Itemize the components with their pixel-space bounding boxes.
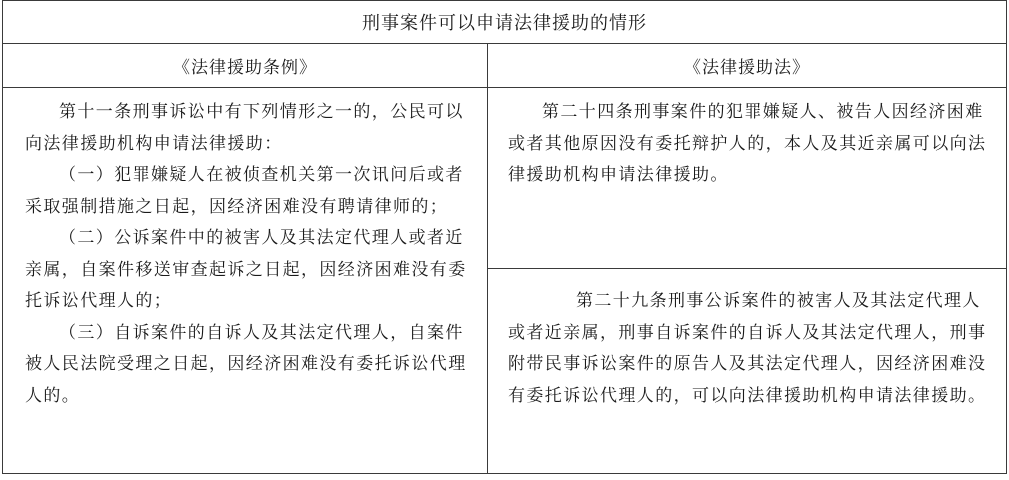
law-article-24-cell	[488, 88, 1007, 269]
header-row	[3, 44, 1007, 88]
column-header-law: 《法律援助法》	[488, 44, 1007, 88]
article-11-item-1: （一）犯罪嫌疑人在被侦查机关第一次讯问后或者采取强制措施之日起，因经济困难没有聘请律师的；	[25, 165, 464, 217]
article-11-intro: 第十一条刑事诉讼中有下列情形之一的，公民可以向法律援助机构申请法律援助：	[25, 102, 464, 154]
comparison-table	[2, 0, 1007, 474]
article-11-item-3: （三）自诉案件的自诉人及其法定代理人，自案件被人民法院受理之日起，因经济困难没有委托诉讼代理人的。	[25, 322, 467, 406]
table-title: 刑事案件可以申请法律援助的情形	[3, 1, 1007, 44]
law-article-29: 第二十九条刑事公诉案件的被害人及其法定代理人或者近亲属，刑事自诉案件的自诉人及其法定代理人，刑事附带民事诉讼案件的原告人及其法定代理人，因经济困难没有委托诉讼代理人的，可以向法律援助机构申请法律援助。	[508, 291, 987, 406]
law-article-24: 第二十四条刑事案件的犯罪嫌疑人、被告人因经济困难或者其他原因没有委托辩护人的，本人及其近亲属可以向法律援助机构申请法律援助。	[508, 102, 987, 185]
article-11-item-2: （二）公诉案件中的被害人及其法定代理人或者近亲属，自案件移送审查起诉之日起，因经济困难没有委托诉讼代理人的；	[25, 228, 467, 311]
content-row	[3, 88, 1007, 269]
regulation-article-11-cell	[3, 88, 488, 474]
law-article-29-cell	[488, 269, 1007, 474]
title-row	[3, 1, 1007, 44]
regulation-article-11	[3, 88, 487, 412]
column-header-regulation: 《法律援助条例》	[3, 44, 488, 88]
